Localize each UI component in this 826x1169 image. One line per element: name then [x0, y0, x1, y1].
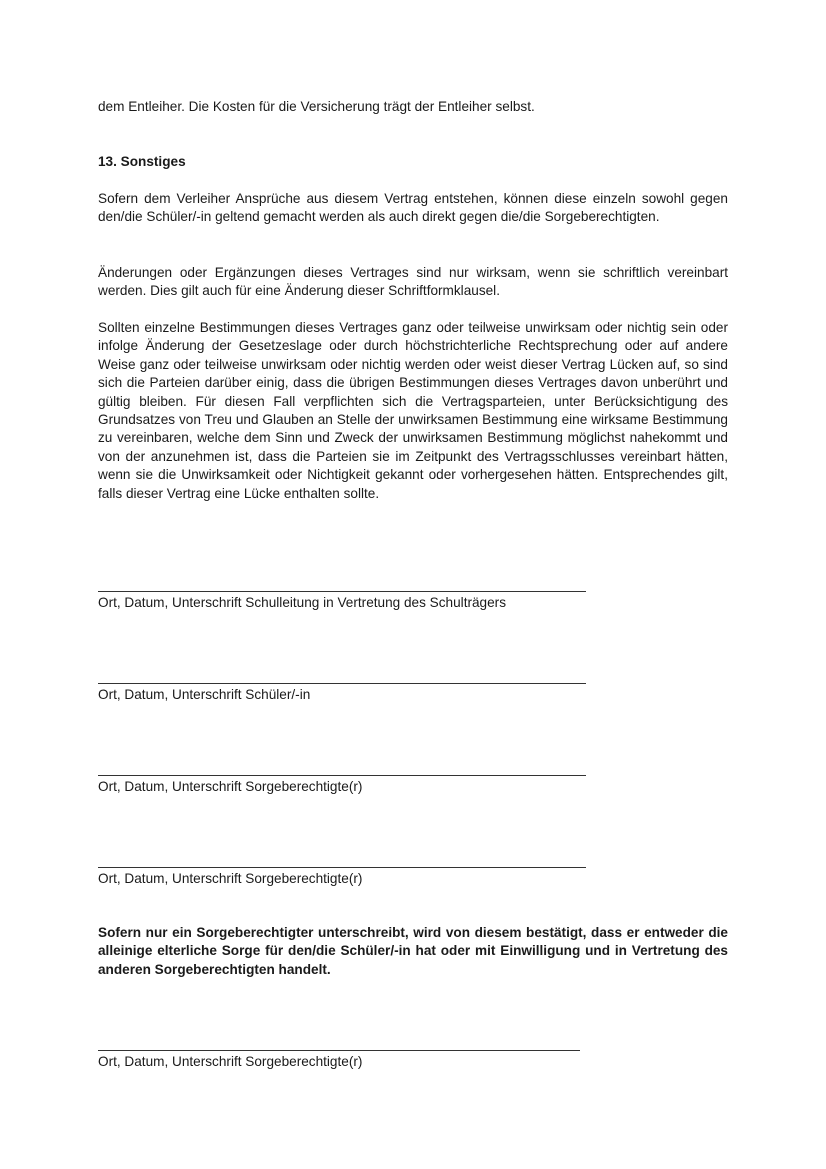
- signature-caption-guardian-2: Ort, Datum, Unterschrift Sorgeberechtigte(r): [98, 871, 363, 886]
- signature-line-final: [98, 1050, 580, 1051]
- signature-caption-student: Ort, Datum, Unterschrift Schüler/-in: [98, 687, 311, 702]
- intro-line: dem Entleiher. Die Kosten für die Versicherung trägt der Entleiher selbst.: [98, 99, 535, 114]
- signature-caption-school: Ort, Datum, Unterschrift Schulleitung in Vertretung des Schulträgers: [98, 595, 506, 610]
- paragraph-amendments: Änderungen oder Ergänzungen dieses Vertrages sind nur wirksam, wenn sie schriftlich vereinbart werden. Dies gilt auch für eine Änderung dieser Schriftformklausel.: [98, 265, 728, 299]
- paragraph-severability: Sollten einzelne Bestimmungen dieses Vertrages ganz oder teilweise unwirksam oder nichtig sein oder infolge Änderung der Gesetzeslage oder durch höchstrichterliche Rechtsprechung oder auf andere Weise ganz oder teilweise unwirksam oder nichtig werden oder weist dieser Vertrag Lücken auf, so sind sich die Parteien darüber einig, dass die übrigen Bestimmungen dieses Vertrages davon unberührt und gültig bleiben. Für diesen Fall verpflichten sich die Vertragsparteien, unter Berücksichtigung des Grundsatzes von Treu und Glauben an Stelle der unwirksamen Bestimmung eine wirksame Bestimmung zu vereinbaren, welche dem Sinn und Zweck der unwirksamen Bestimmung möglichst nahekommt und von der anzunehmen ist, dass die Parteien sie im Zeitpunkt des Vertragsschlusses vereinbart hätten, wenn sie die Unwirksamkeit oder Nichtigkeit gekannt oder vorhergesehen hätten. Entsprechendes gilt, falls dieser Vertrag eine Lücke enthalten sollte.: [98, 320, 728, 501]
- signature-caption-guardian-1: Ort, Datum, Unterschrift Sorgeberechtigte(r): [98, 779, 363, 794]
- section-heading: 13. Sonstiges: [98, 154, 186, 169]
- signature-line-school: [98, 591, 586, 592]
- single-guardian-notice: Sofern nur ein Sorgeberechtigter unterschreibt, wird von diesem bestätigt, dass er entweder die alleinige elterliche Sorge für den/die Schüler/-in hat oder mit Einwilligung und in Vertretung des anderen Sorgeberechtigten handelt.: [98, 925, 728, 977]
- paragraph-claims: Sofern dem Verleiher Ansprüche aus diesem Vertrag entstehen, können diese einzeln sowohl gegen den/die Schüler/-in geltend gemacht werden als auch direkt gegen die/die Sorgeberechtigten.: [98, 191, 728, 225]
- signature-line-guardian-1: [98, 775, 586, 776]
- signature-caption-final: Ort, Datum, Unterschrift Sorgeberechtigte(r): [98, 1054, 363, 1069]
- signature-line-student: [98, 683, 586, 684]
- document-page: [98, 0, 728, 1169]
- signature-line-guardian-2: [98, 867, 586, 868]
